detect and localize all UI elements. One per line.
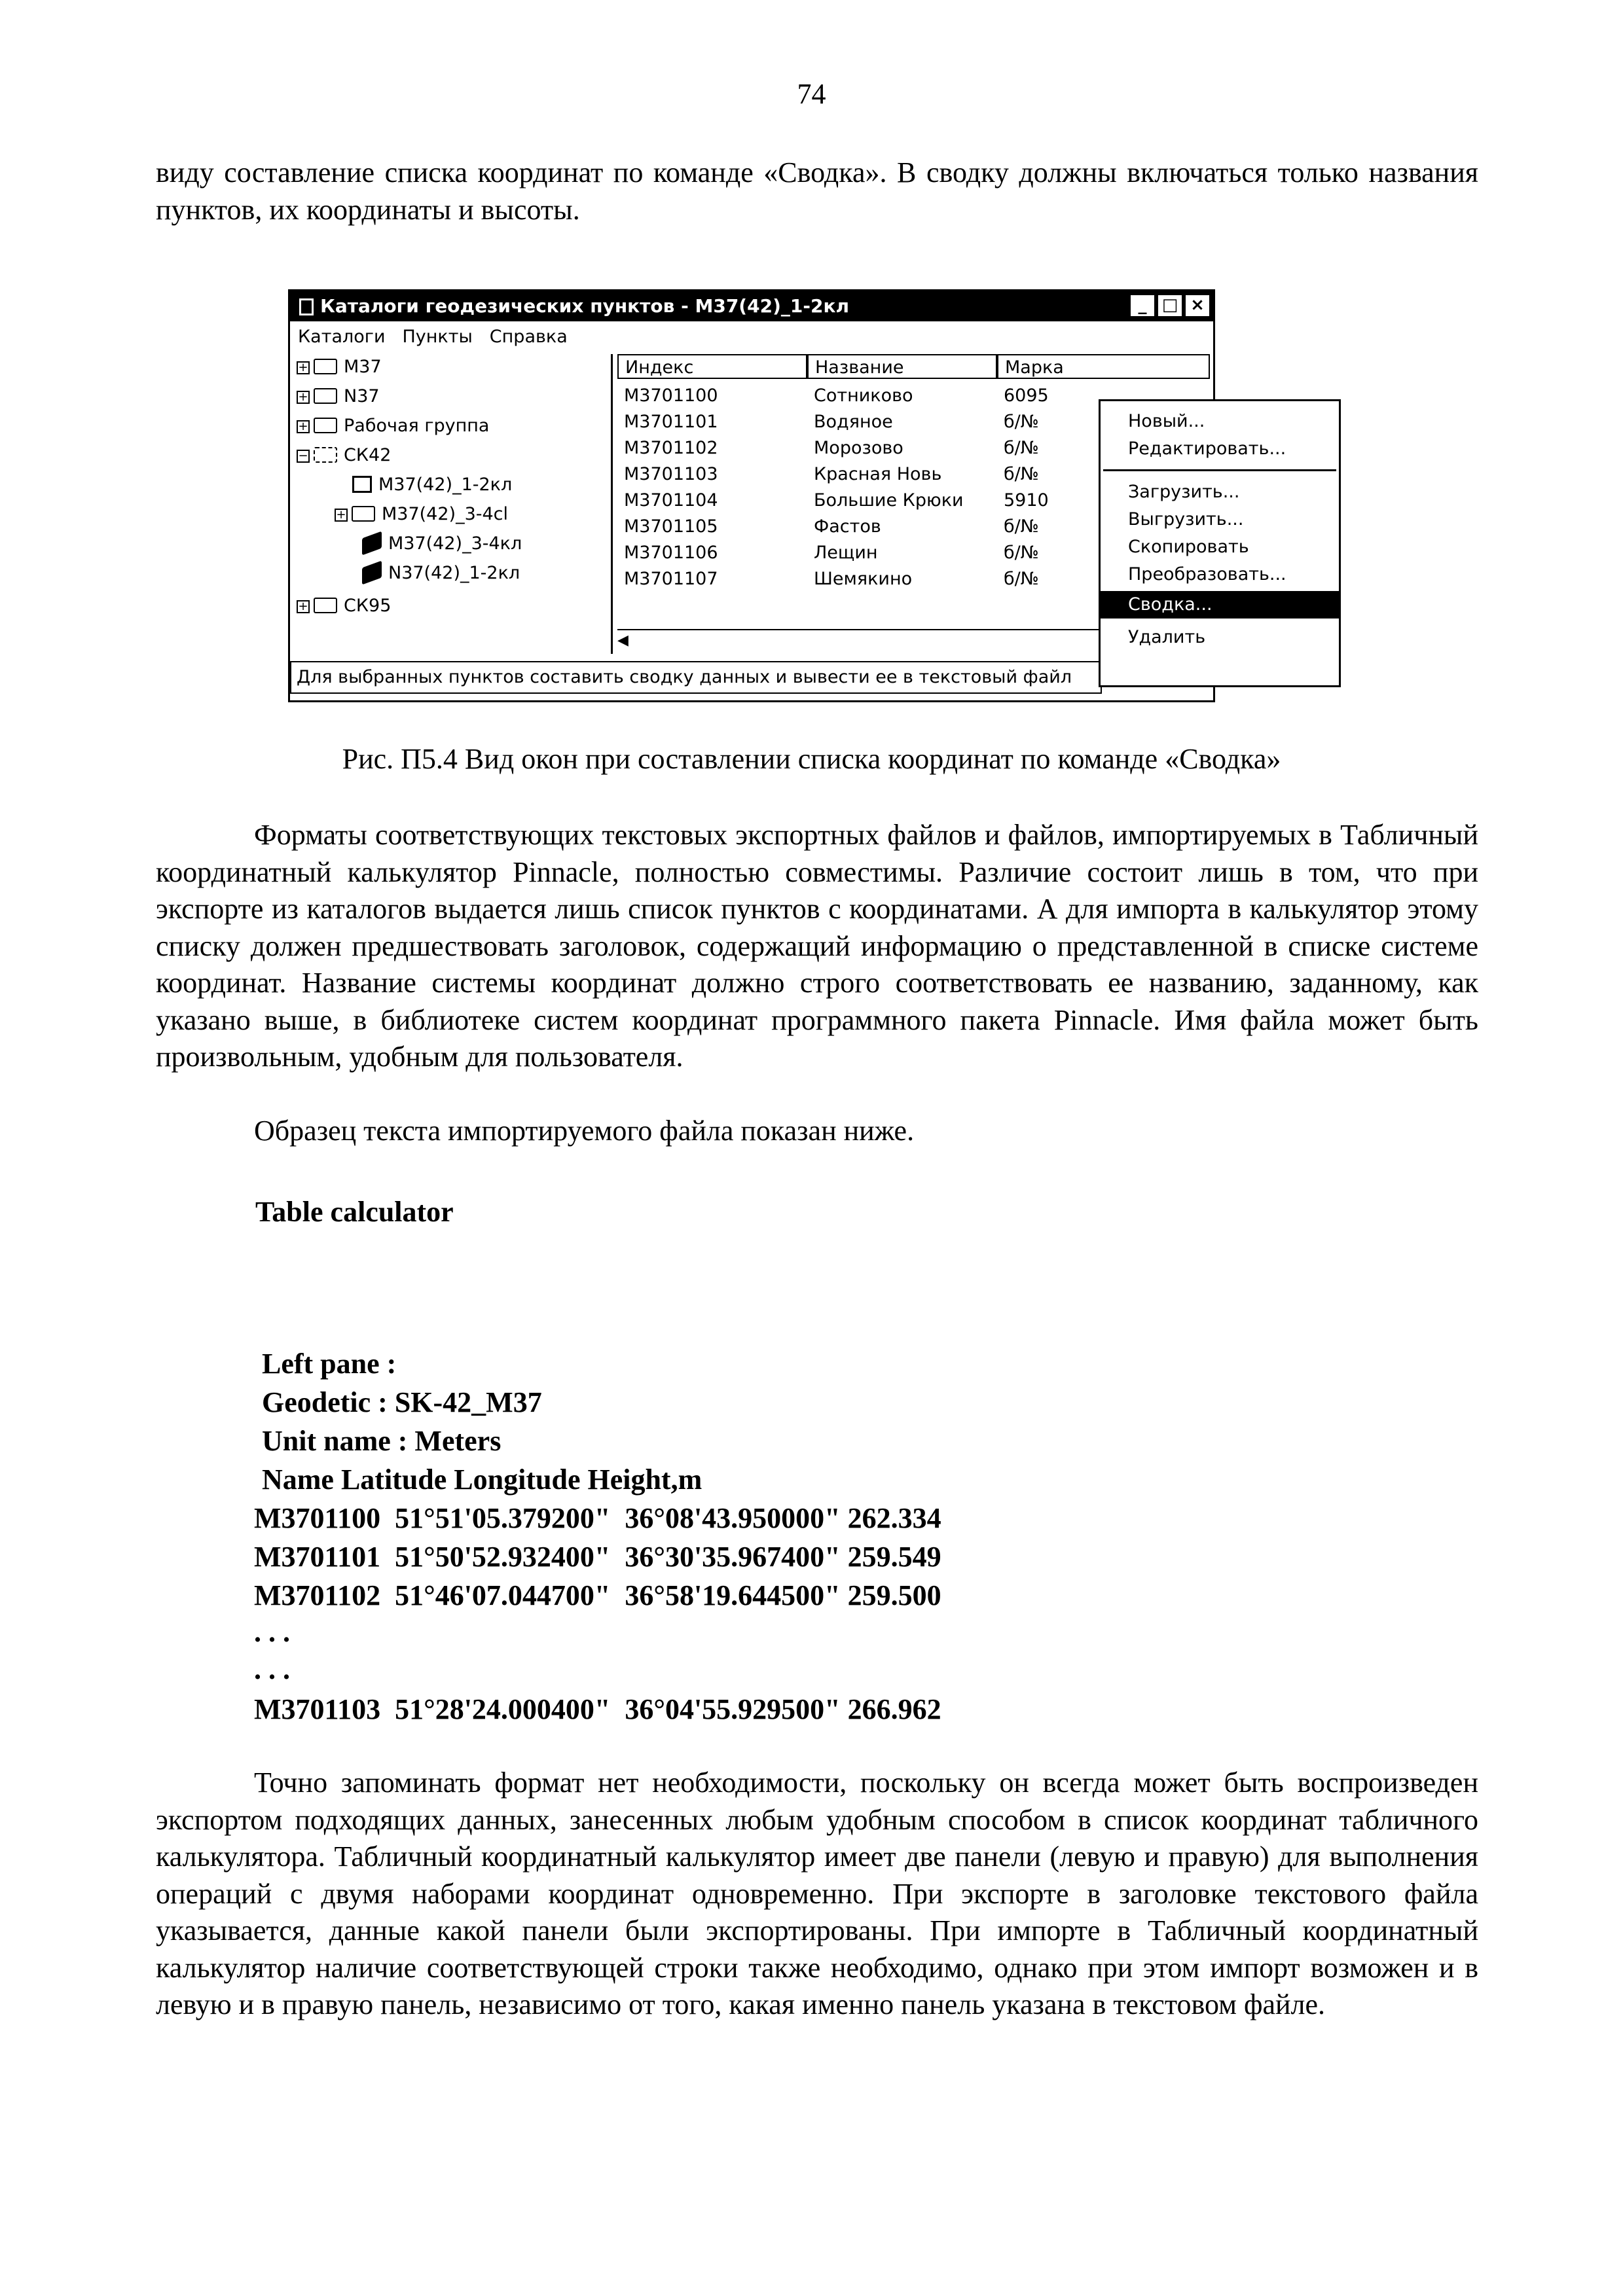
tree-item[interactable] xyxy=(352,472,512,498)
menu-item-summary[interactable]: Сводка... xyxy=(1101,591,1339,619)
sample-title: Table calculator xyxy=(255,1196,454,1228)
cell-index: M3701107 xyxy=(624,569,718,589)
cell-name: Красная Новь xyxy=(814,464,942,484)
menubar xyxy=(290,324,568,350)
window-titlebar[interactable] xyxy=(290,291,1213,321)
expand-icon[interactable]: + xyxy=(297,420,310,433)
page-number: 74 xyxy=(797,78,826,110)
tree-item[interactable] xyxy=(362,560,520,586)
tree-item-label: СК42 xyxy=(344,445,392,465)
paragraph-formats: Форматы соответствующих текстовых экспортных файлов и файлов, импортируемых в Табличный координатный калькулятор Pinnacle, полностью совместимы. Различие состоит лишь в том, что при экспорте из каталогов выдается лишь список пунктов с координатами. А для импорта в калькулятор этому списку должен предшествовать заголовок, содержащий информацию о представленной в списке системе координат. Название системы координат должно строго соответствовать ее названию, заданному, как указано выше, в библиотеке систем координат программного пакета Pinnacle. Имя файла может быть произвольным, удобным для пользователя. xyxy=(156,819,1478,1073)
cell-name: Сотниково xyxy=(814,386,913,406)
expand-icon[interactable]: + xyxy=(335,509,348,522)
cell-index: M3701104 xyxy=(624,490,718,511)
menu-item-copy[interactable]: Скопировать xyxy=(1128,537,1249,557)
tree-item[interactable] xyxy=(297,354,382,380)
cell-index: M3701100 xyxy=(624,386,718,406)
menu-item-transform[interactable]: Преобразовать... xyxy=(1128,564,1286,584)
cell-index: M3701105 xyxy=(624,516,718,537)
menu-item-load[interactable]: Загрузить... xyxy=(1128,482,1240,502)
tree-item-label: Рабочая группа xyxy=(344,416,490,436)
folder-icon xyxy=(314,598,337,613)
status-bar: Для выбранных пунктов составить сводку данных и вывести ее в текстовый файл xyxy=(290,661,1102,694)
catalog-window-figure xyxy=(288,289,1342,702)
book-icon xyxy=(362,561,382,585)
open-book-icon xyxy=(352,476,372,493)
column-header-index[interactable]: Индекс xyxy=(617,354,807,379)
tree-item-label: M37(42)_1-2кл xyxy=(378,475,513,495)
menu-item-new[interactable]: Новый... xyxy=(1128,411,1205,431)
paragraph-intro: виду составление списка координат по команде «Сводка». В сводку должны включаться только названия пунктов, их координаты и высоты. xyxy=(156,156,1478,226)
sample-data-row: M3701100 51°51'05.379200" 36°08'43.950000" 262.334 xyxy=(254,1502,941,1534)
sample-header-line: Left pane : xyxy=(262,1348,397,1380)
cell-mark: б/№ xyxy=(1004,412,1039,432)
close-button[interactable]: × xyxy=(1184,294,1211,317)
column-header-mark[interactable]: Марка xyxy=(997,354,1210,379)
folder-icon xyxy=(314,388,337,404)
menu-catalogs[interactable]: Каталоги xyxy=(298,327,386,347)
menu-help[interactable]: Справка xyxy=(489,327,568,347)
folder-icon xyxy=(314,418,337,433)
menu-separator xyxy=(1103,469,1336,471)
expand-icon[interactable]: + xyxy=(297,361,310,374)
tree-item[interactable] xyxy=(297,593,391,619)
cell-index: M3701106 xyxy=(624,543,718,563)
sample-header-line: Name Latitude Longitude Height,m xyxy=(262,1463,702,1496)
cell-index: M3701101 xyxy=(624,412,718,432)
column-header-name[interactable]: Название xyxy=(807,354,997,379)
paragraph-sample-intro: Образец текста импортируемого файла показан ниже. xyxy=(254,1115,915,1147)
tree-item[interactable] xyxy=(297,442,391,469)
cell-mark: б/№ xyxy=(1004,438,1039,458)
maximize-button[interactable]: □ xyxy=(1157,294,1183,317)
cell-name: Большие Крюки xyxy=(814,490,964,511)
cell-name: Водяное xyxy=(814,412,893,432)
cell-mark: б/№ xyxy=(1004,464,1039,484)
menu-item-delete[interactable]: Удалить xyxy=(1128,627,1206,647)
tree-item[interactable] xyxy=(297,384,380,410)
minimize-button[interactable]: _ xyxy=(1129,294,1156,317)
sample-header-line: Geodetic : SK-42_M37 xyxy=(262,1386,542,1418)
expand-icon[interactable]: + xyxy=(297,391,310,404)
catalog-window xyxy=(288,289,1215,702)
sample-data-row: M3701101 51°50'52.932400" 36°30'35.967400" 259.549 xyxy=(254,1541,941,1573)
sample-data-row: M3701102 51°46'07.044700" 36°58'19.644500" 259.500 xyxy=(254,1579,941,1611)
sample-ellipsis: . . . xyxy=(254,1616,290,1648)
menu-item-edit[interactable]: Редактировать... xyxy=(1128,439,1286,459)
cell-mark: б/№ xyxy=(1004,543,1039,563)
cell-name: Шемякино xyxy=(814,569,913,589)
tree-item[interactable] xyxy=(297,413,489,439)
book-icon xyxy=(362,531,382,556)
cell-mark: 6095 xyxy=(1004,386,1049,406)
folder-icon xyxy=(352,506,375,522)
menu-points[interactable]: Пункты xyxy=(402,327,473,347)
scroll-left-icon[interactable]: ◀ xyxy=(617,632,629,649)
cell-index: M3701102 xyxy=(624,438,718,458)
expand-icon[interactable]: + xyxy=(297,600,310,613)
cell-name: Морозово xyxy=(814,438,903,458)
tree-item-label: СК95 xyxy=(344,596,392,616)
cell-name: Фастов xyxy=(814,516,881,537)
context-menu xyxy=(1099,399,1341,687)
figure-caption: Рис. П5.4 Вид окон при составлении списка координат по команде «Сводка» xyxy=(342,743,1281,775)
cell-index: M3701103 xyxy=(624,464,718,484)
cell-mark: б/№ xyxy=(1004,516,1039,537)
sample-ellipsis: . . . xyxy=(254,1653,290,1685)
menu-item-unload[interactable]: Выгрузить... xyxy=(1128,509,1244,529)
cell-mark: 5910 xyxy=(1004,490,1049,511)
catalog-tree xyxy=(290,354,613,654)
tree-item-label: M37(42)_3-4кл xyxy=(388,533,522,554)
paragraph-final: Точно запоминать формат нет необходимости, поскольку он всегда может быть воспроизведен экспортом подходящих данных, занесенных любым удобным способом в список координат табличного калькулятора. Табличный координатный калькулятор имеет две панели (левую и правую) для выполнения операций с двумя наборами координат одновременно. При экспорте в заголовке текстового файла указывается, данные какой панели были экспортированы. При импорте в Табличный координатный калькулятор наличие соответствующей строки также необходимо, однако при этом импорт возможен и в левую и в правую панель, независимо от того, какая именно панель указана в текстовом файле. xyxy=(156,1767,1478,2020)
tree-item-label: N37 xyxy=(344,386,380,406)
tree-item-label: M37 xyxy=(344,357,382,377)
tree-item-label: M37(42)_3-4cl xyxy=(382,504,509,524)
sample-header-line: Unit name : Meters xyxy=(262,1425,501,1457)
sample-data-row: M3701103 51°28'24.000400" 36°04'55.929500" 266.962 xyxy=(254,1693,941,1725)
folder-open-icon xyxy=(314,447,337,463)
cell-name: Лещин xyxy=(814,543,878,563)
table-header xyxy=(617,354,1210,379)
folder-icon xyxy=(314,359,337,374)
tree-item-label: N37(42)_1-2кл xyxy=(388,563,520,583)
collapse-icon[interactable]: − xyxy=(297,450,310,463)
cell-mark: б/№ xyxy=(1004,569,1039,589)
tree-item[interactable] xyxy=(335,501,508,528)
tree-item[interactable] xyxy=(362,531,522,557)
catalog-app-icon xyxy=(299,298,314,315)
window-title: Каталоги геодезических пунктов - M37(42)_1-2кл xyxy=(320,295,849,317)
